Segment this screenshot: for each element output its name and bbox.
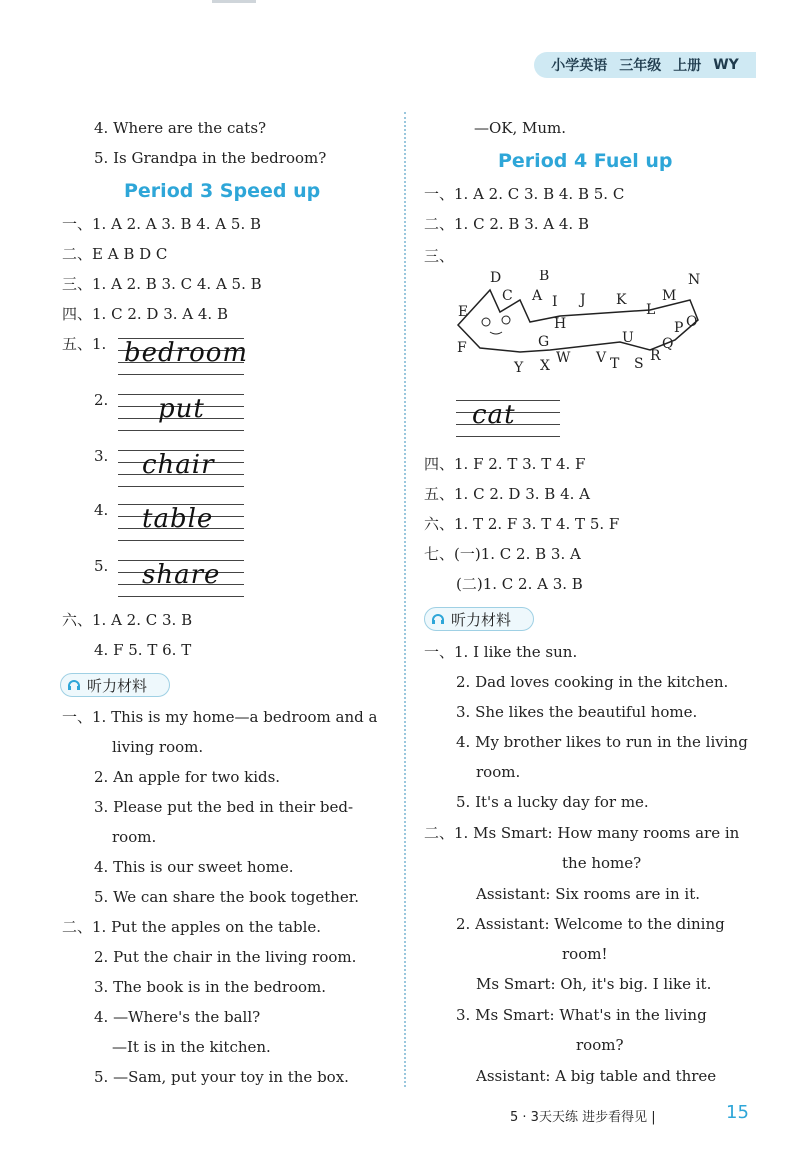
left-listen-line-2: living room.	[112, 738, 204, 756]
left-top-line-1: 4. Where are the cats?	[94, 119, 267, 137]
cat-letter-J: J	[580, 292, 586, 308]
right-listen-line-9: Assistant: Six rooms are in it.	[476, 885, 701, 903]
listening-label: 听力材料	[451, 610, 512, 629]
p3-section-2: 二、E A B D C	[62, 245, 168, 263]
cat-letter-R: R	[650, 348, 661, 364]
right-listen-line-8: the home?	[562, 854, 642, 872]
right-listen-line-5: room.	[476, 763, 521, 781]
p4-section-1: 一、1. A 2. C 3. B 4. B 5. C	[424, 185, 625, 203]
cat-letter-X: X	[540, 358, 550, 374]
listening-label: 听力材料	[87, 676, 148, 695]
footer-slogan: 5 · 3天天练 进步看得见 |	[510, 1110, 656, 1125]
p4-section-3-label: 三、	[424, 247, 455, 265]
p3-section-6a: 六、1. A 2. C 3. B	[62, 611, 193, 629]
writing-line-5	[118, 556, 244, 600]
cat-dot-to-dot	[450, 270, 730, 380]
headphones-icon	[431, 613, 445, 625]
left-listen-line-12: —It is in the kitchen.	[112, 1038, 271, 1056]
cat-letter-O: O	[686, 314, 698, 330]
left-listen-line-1: 一、1. This is my home—a bedroom and a	[62, 708, 378, 726]
writing-word-2: put	[158, 394, 205, 424]
left-top-line-2: 5. Is Grandpa in the bedroom?	[94, 149, 327, 167]
p4-section-7b: (二)1. C 2. A 3. B	[456, 575, 583, 593]
writing-num-5: 5.	[94, 557, 109, 575]
cat-letter-W: W	[556, 350, 571, 366]
cat-letter-L: L	[646, 302, 656, 318]
writing-word-1: bedroom	[124, 338, 249, 368]
left-listen-line-6: 4. This is our sweet home.	[94, 858, 294, 876]
writing-line-3	[118, 446, 244, 490]
p4-section-7a: 七、(一)1. C 2. B 3. A	[424, 545, 581, 563]
header-edition: WY	[713, 57, 739, 73]
cat-letter-Y: Y	[514, 360, 524, 376]
cat-letter-Q: Q	[662, 336, 674, 352]
header-volume: 上册	[673, 58, 702, 74]
header-subject: 小学英语	[551, 58, 608, 74]
left-listen-line-10: 3. The book is in the bedroom.	[94, 978, 327, 996]
right-listen-line-2: 2. Dad loves cooking in the kitchen.	[456, 673, 729, 691]
left-listen-line-11: 4. —Where's the ball?	[94, 1008, 261, 1026]
p4-section-4: 四、1. F 2. T 3. T 4. F	[424, 455, 586, 473]
headphones-icon	[67, 679, 81, 691]
writing-num-4: 4.	[94, 501, 109, 519]
right-listen-line-12: Ms Smart: Oh, it's big. I like it.	[476, 975, 712, 993]
cat-word: cat	[472, 400, 516, 430]
cat-letter-A: A	[532, 288, 543, 304]
right-listen-line-4: 4. My brother likes to run in the living	[456, 733, 748, 751]
cat-letter-N: N	[688, 272, 701, 288]
header-grade: 三年级	[619, 58, 662, 74]
left-listen-line-5: room.	[112, 828, 157, 846]
cat-letter-T: T	[610, 356, 620, 372]
right-listen-line-11: room!	[562, 945, 608, 963]
column-divider	[404, 112, 406, 1087]
page-number: 15	[726, 1102, 749, 1123]
right-listen-line-6: 5. It's a lucky day for me.	[456, 793, 649, 811]
right-listen-line-14: room?	[576, 1036, 624, 1054]
cat-writing-line	[456, 396, 560, 440]
right-listen-line-1: 一、1. I like the sun.	[424, 643, 578, 661]
cat-letter-C: C	[502, 288, 513, 304]
cat-letter-K: K	[616, 292, 627, 308]
p4-section-2: 二、1. C 2. B 3. A 4. B	[424, 215, 589, 233]
cat-letter-P: P	[674, 320, 684, 336]
left-listen-line-9: 2. Put the chair in the living room.	[94, 948, 357, 966]
cat-letter-E: E	[458, 304, 469, 320]
listening-badge-right	[424, 607, 534, 631]
cat-letter-U: U	[622, 330, 634, 346]
left-listen-line-13: 5. —Sam, put your toy in the box.	[94, 1068, 349, 1086]
writing-line-1	[118, 334, 249, 378]
cat-letter-I: I	[552, 294, 558, 310]
cat-letter-G: G	[538, 334, 550, 350]
writing-word-5: share	[142, 560, 221, 590]
right-top-line: —OK, Mum.	[474, 119, 567, 137]
left-listen-line-7: 5. We can share the book together.	[94, 888, 360, 906]
p4-section-5: 五、1. C 2. D 3. B 4. A	[424, 485, 590, 503]
writing-line-4	[118, 500, 244, 544]
period3-title: Period 3 Speed up	[124, 180, 321, 202]
period4-title: Period 4 Fuel up	[498, 150, 673, 172]
left-listen-line-3: 2. An apple for two kids.	[94, 768, 281, 786]
p3-section-5-label: 五、1.	[62, 335, 107, 353]
p4-section-6: 六、1. T 2. F 3. T 4. T 5. F	[424, 515, 620, 533]
right-listen-line-13: 3. Ms Smart: What's in the living	[456, 1006, 707, 1024]
listening-badge-left	[60, 673, 170, 697]
cat-letter-S: S	[634, 356, 644, 372]
writing-word-3: chair	[142, 450, 215, 480]
cat-letter-B: B	[539, 270, 550, 284]
page-header	[534, 52, 756, 78]
writing-word-4: table	[142, 504, 214, 534]
cat-letter-M: M	[662, 288, 677, 304]
writing-num-3: 3.	[94, 447, 109, 465]
writing-line-2	[118, 390, 244, 434]
cat-letter-V: V	[596, 350, 607, 366]
cat-letter-D: D	[490, 270, 502, 286]
right-listen-line-15: Assistant: A big table and three	[476, 1067, 717, 1085]
writing-num-2: 2.	[94, 391, 109, 409]
top-mark	[212, 0, 256, 3]
cat-letter-H: H	[554, 316, 567, 332]
p3-section-4: 四、1. C 2. D 3. A 4. B	[62, 305, 228, 323]
p3-section-3: 三、1. A 2. B 3. C 4. A 5. B	[62, 275, 262, 293]
cat-letter-F: F	[457, 340, 467, 356]
right-listen-line-3: 3. She likes the beautiful home.	[456, 703, 698, 721]
left-listen-line-4: 3. Please put the bed in their bed-	[94, 798, 354, 816]
p3-section-6b: 4. F 5. T 6. T	[94, 641, 192, 659]
right-listen-line-10: 2. Assistant: Welcome to the dining	[456, 915, 725, 933]
p3-section-1: 一、1. A 2. A 3. B 4. A 5. B	[62, 215, 262, 233]
right-listen-line-7: 二、1. Ms Smart: How many rooms are in	[424, 824, 740, 842]
left-listen-line-8: 二、1. Put the apples on the table.	[62, 918, 322, 936]
